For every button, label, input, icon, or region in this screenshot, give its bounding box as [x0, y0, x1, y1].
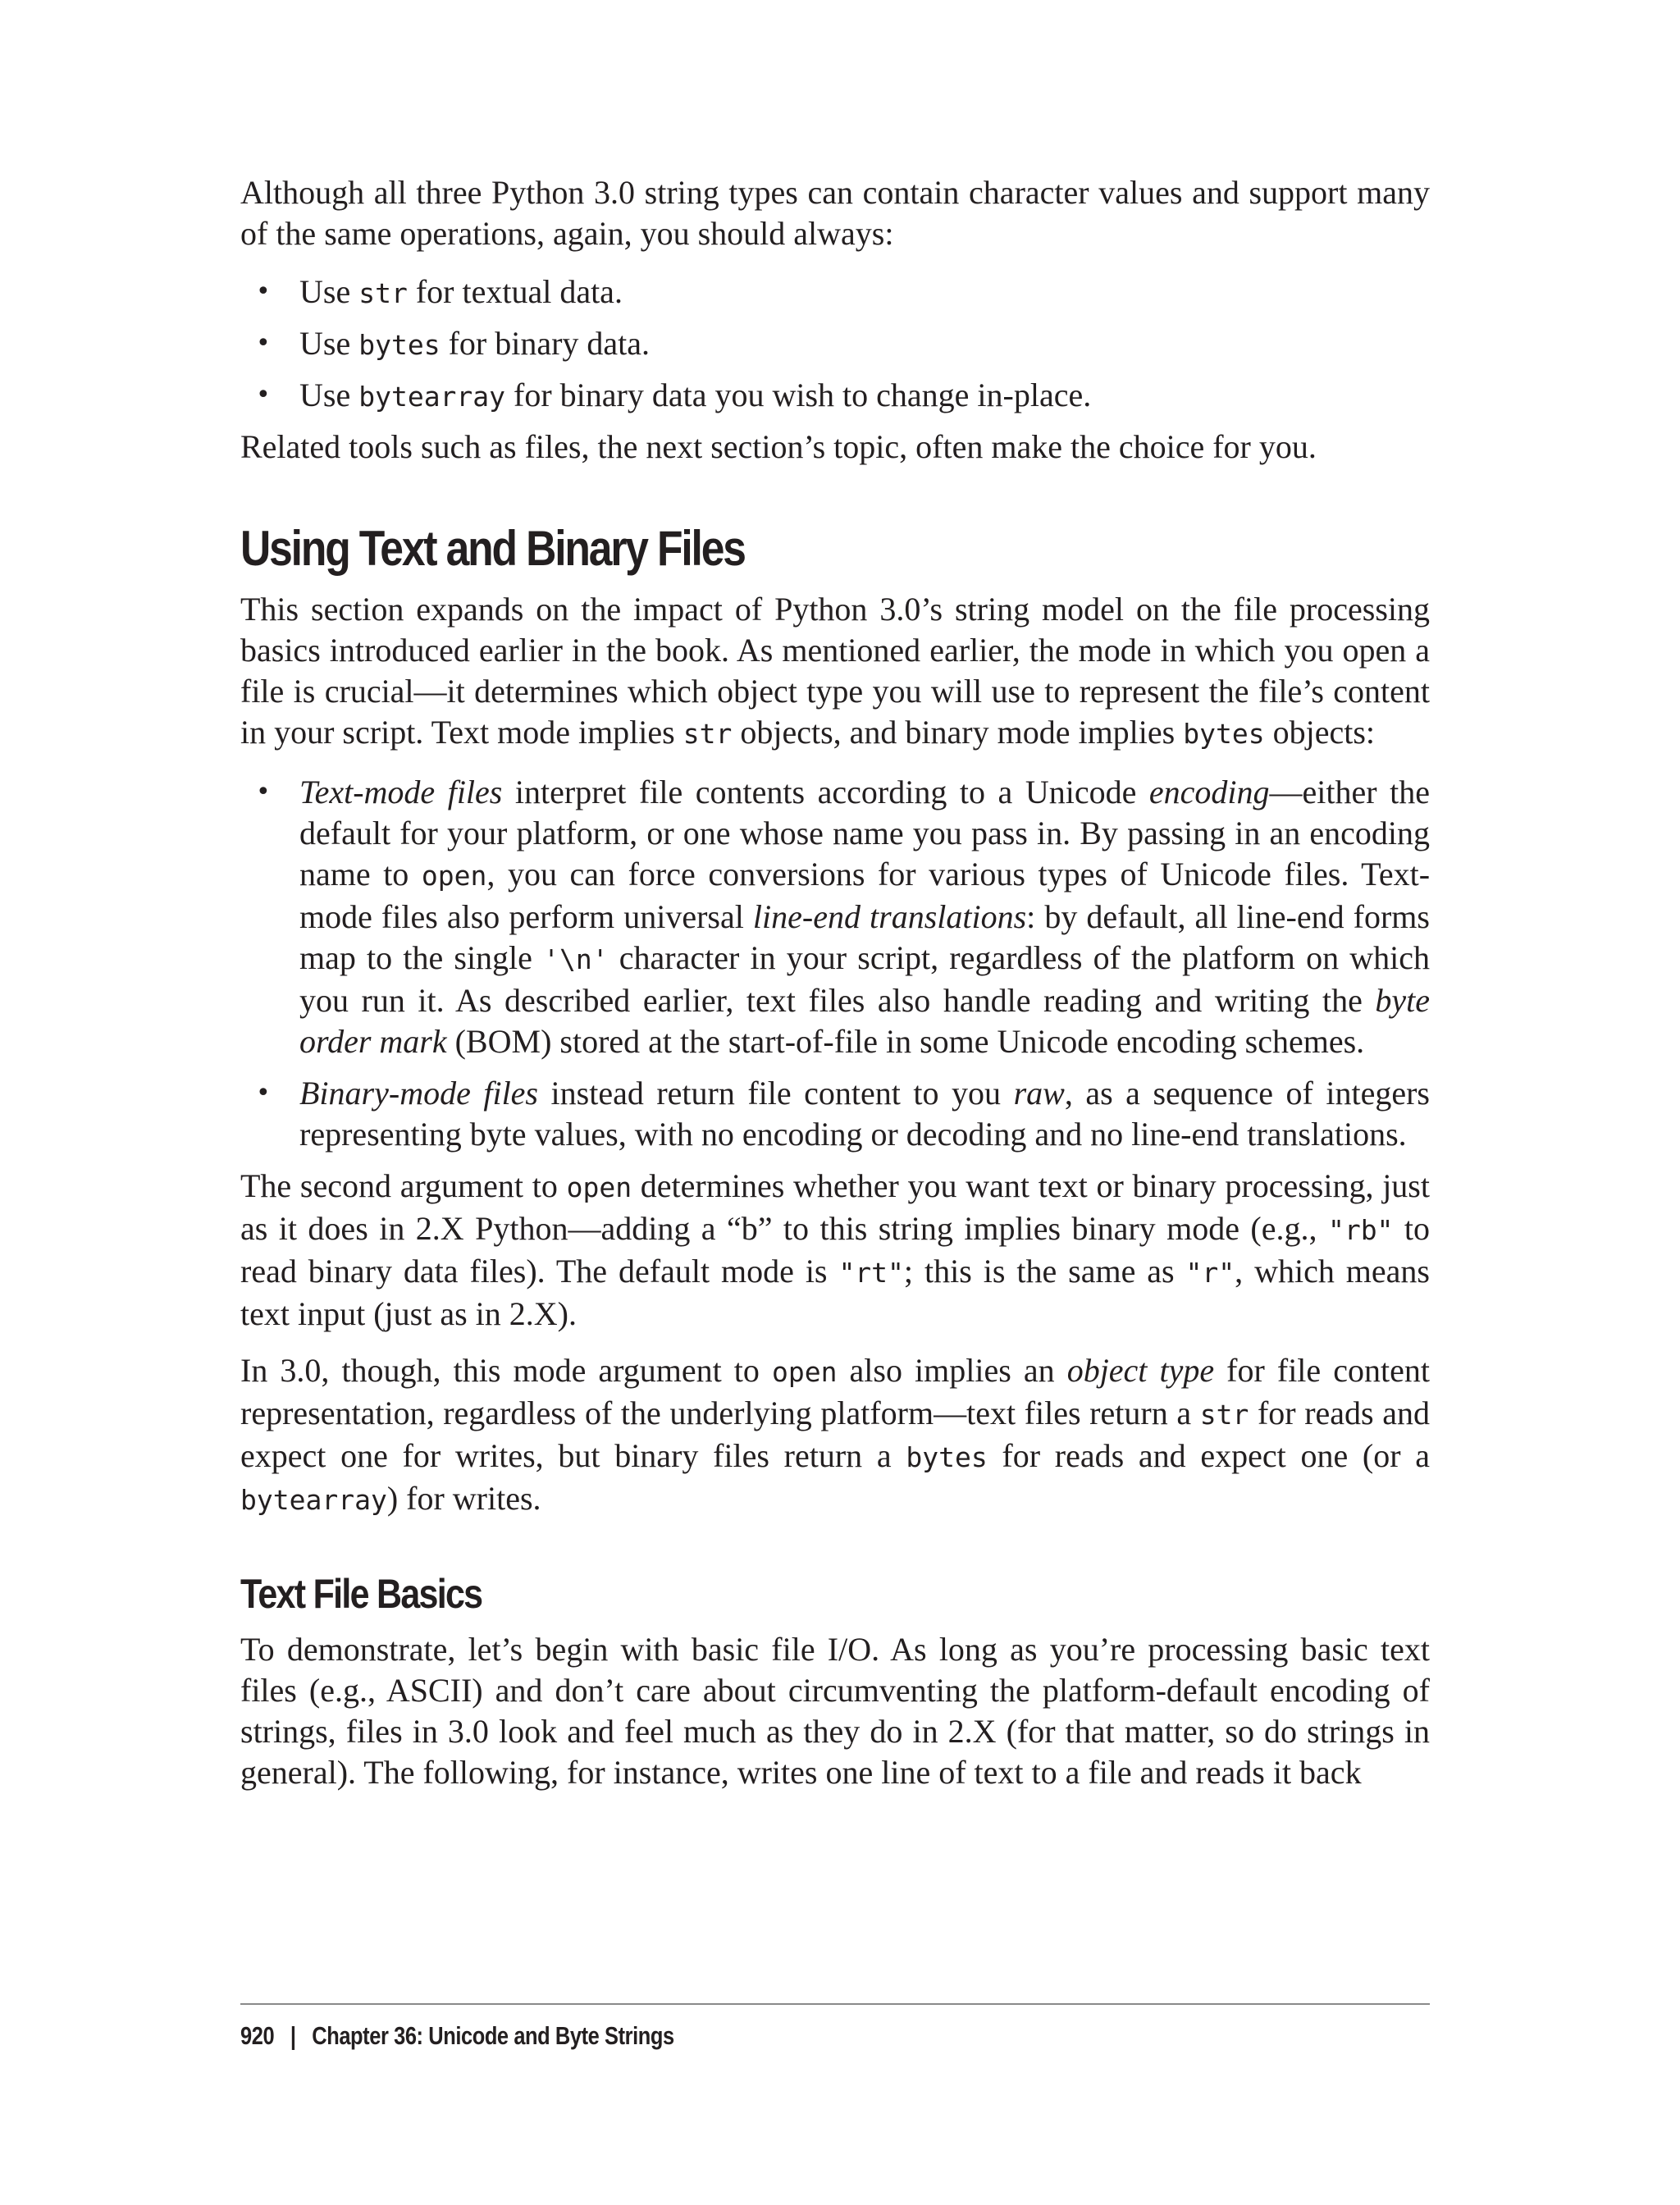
file-mode-bullet-list — [240, 772, 1430, 1155]
list-item-text-mode: • Text-mode files interpret file contents according to a Unicode encoding—either the default for your platform, or one whose name you pass in. By passing in an encoding name to open, you can force conversions for various types of Unicode files. Text-mode files also perform universal line-end translations: by default, all line-end forms map to the single '\n' character in your script, regardless of the platform on which you run it. As described earlier, text files also handle reading and writing the byte order mark (BOM) stored at the start-of-file in some Unicode encoding schemes. — [256, 774, 1431, 1060]
section-paragraph-3: In 3.0, though, this mode argument to open also implies an object type for file content representation, regardless of the underlying platform—text files return a str for reads and expect one for writes, but binary files return a bytes for reads and expect one (or a bytearray) for writes. — [240, 1352, 1431, 1517]
section-paragraph-2: The second argument to open determines whether you want text or binary processing, just as it does in 2.X Python—adding a “b” to this string implies binary mode (e.g., "rb" to read binary data files). The default mode is "rt"; this is the same as "r", which means text input (just as in 2.X). — [240, 1167, 1430, 1332]
intro-bullet-list — [240, 272, 1430, 418]
intro-paragraph: Although all three Python 3.0 string types can contain character values and support many of the same operations, again, you should always: — [240, 174, 1430, 252]
bullet-icon: • — [256, 329, 271, 358]
page-content — [240, 172, 1430, 1793]
bullet-icon: • — [256, 1079, 271, 1107]
bullet-icon: • — [256, 277, 271, 306]
list-item: • Use bytes for binary data. — [240, 323, 1430, 366]
section-paragraph-1: This section expands on the impact of Python 3.0’s string model on the file processing basics introduced earlier in the book. As mentioned earlier, the mode in which you open a file is crucial—it determines which object type you will use to represent the file’s content in your script. Text mode implies str objects, and binary mode implies bytes objects: — [240, 591, 1430, 751]
bullet-icon: • — [256, 381, 271, 409]
list-item: • Use bytearray for binary data you wish to change in-place. — [240, 375, 1430, 418]
page-footer — [240, 2020, 674, 2052]
list-item: • Use str for textual data. — [240, 272, 1430, 314]
list-item-binary-mode: • Binary-mode files instead return file content to you raw, as a sequence of integers representing byte values, with no encoding or decoding and no line-end translations. — [256, 1075, 1430, 1153]
subsection-heading: Text File Basics — [240, 1571, 482, 1617]
page-number: 920 — [240, 2021, 275, 2050]
chapter-title: Chapter 36: Unicode and Byte Strings — [312, 2021, 674, 2050]
subsection-paragraph: To demonstrate, let’s begin with basic file I/O. As long as you’re processing basic text files (e.g., ASCII) and don’t care about circumventing the platform-default encoding of strings, files in 3.0 look and feel much as they do in 2.X (for that matter, so do strings in general). The following, for instance, writes one line of text to a file and reads it back — [240, 1631, 1430, 1791]
intro-closing-paragraph: Related tools such as files, the next section’s topic, often make the choice for you. — [240, 428, 1317, 465]
section-heading: Using Text and Binary Files — [240, 521, 745, 576]
footer-divider — [240, 2003, 1430, 2005]
bullet-icon: • — [256, 778, 271, 806]
footer-separator: | — [290, 2021, 296, 2050]
